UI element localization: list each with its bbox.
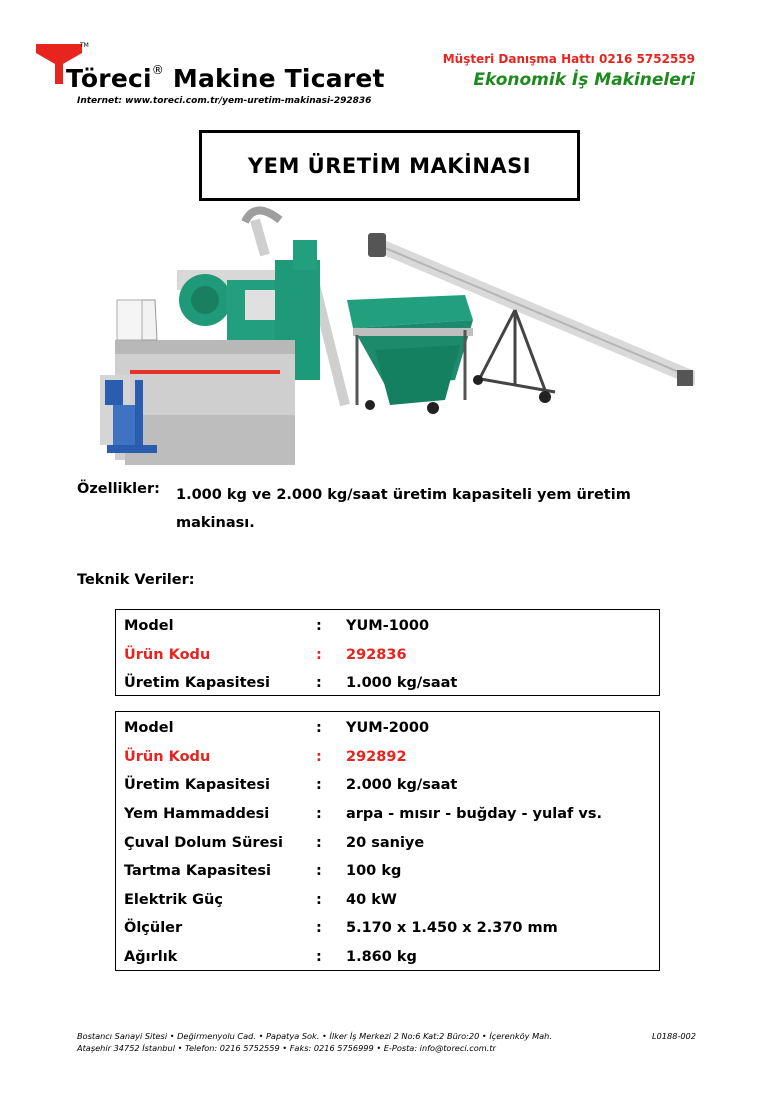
spec-row xyxy=(116,669,659,698)
spec-table-yum-1000 xyxy=(115,609,660,696)
spec-separator: : xyxy=(316,834,322,851)
spec-key: Ürün Kodu xyxy=(124,748,211,765)
spec-row xyxy=(116,714,659,743)
spec-row xyxy=(116,857,659,886)
spec-separator: : xyxy=(316,891,322,908)
spec-separator: : xyxy=(316,618,322,635)
company-slogan: Ekonomik İş Makineleri xyxy=(473,70,695,90)
feed-machine-image xyxy=(95,200,695,475)
spec-value: YUM-1000 xyxy=(346,618,430,635)
spec-key: Ağırlık xyxy=(124,949,178,966)
features-label: Özellikler: xyxy=(77,481,160,497)
title-box xyxy=(199,130,580,201)
footer-address-line-2: Ataşehir 34752 İstanbul • Telefon: 0216 5752559 • Faks: 0216 5756999 • E-Posta: info@toreci.com.tr xyxy=(77,1043,496,1053)
spec-row xyxy=(116,886,659,915)
spec-row xyxy=(116,612,659,641)
spec-key: Model xyxy=(124,720,174,737)
spec-value: arpa - mısır - buğday - yulaf vs. xyxy=(346,806,603,823)
spec-value: 292836 xyxy=(346,646,407,663)
brand-name-rest: Makine Ticaret xyxy=(163,64,385,93)
spec-row xyxy=(116,771,659,800)
spec-key: Model xyxy=(124,618,174,635)
spec-key: Üretim Kapasitesi xyxy=(124,777,270,794)
spec-row xyxy=(116,828,659,857)
features-text: 1.000 kg ve 2.000 kg/saat üretim kapasiteli yem üretim makinası. xyxy=(176,487,631,531)
spec-table-yum-2000 xyxy=(115,711,660,971)
spec-separator: : xyxy=(316,806,322,823)
spec-row xyxy=(116,914,659,943)
spec-row-product-code xyxy=(116,641,659,670)
spec-row xyxy=(116,943,659,972)
customer-hotline: Müşteri Danışma Hattı 0216 5752559 xyxy=(442,52,695,66)
document-code: L0188-002 xyxy=(652,1031,696,1041)
spec-separator: : xyxy=(316,920,322,937)
spec-value: YUM-2000 xyxy=(346,720,430,737)
spec-separator: : xyxy=(316,949,322,966)
brand-name-primary: Töreci xyxy=(66,64,152,93)
spec-separator: : xyxy=(316,675,322,692)
spec-row xyxy=(116,800,659,829)
spec-value: 2.000 kg/saat xyxy=(346,777,458,794)
spec-separator: : xyxy=(316,748,322,765)
technical-data-label: Teknik Veriler: xyxy=(77,572,195,588)
spec-separator: : xyxy=(316,863,322,880)
spec-key: Tartma Kapasitesi xyxy=(124,863,271,880)
spec-key: Çuval Dolum Süresi xyxy=(124,834,284,851)
spec-separator: : xyxy=(316,720,322,737)
spec-separator: : xyxy=(316,646,322,663)
spec-value: 292892 xyxy=(346,748,407,765)
website-url[interactable]: Internet: www.toreci.com.tr/yem-uretim-makinasi-292836 xyxy=(77,96,372,106)
spec-row-product-code xyxy=(116,743,659,772)
spec-key: Elektrik Güç xyxy=(124,891,223,908)
brand-name xyxy=(66,64,385,93)
spec-value: 1.000 kg/saat xyxy=(346,675,458,692)
registered-mark: ® xyxy=(151,62,164,77)
spec-value: 1.860 kg xyxy=(346,949,417,966)
spec-value: 5.170 x 1.450 x 2.370 mm xyxy=(346,920,558,937)
spec-key: Ürün Kodu xyxy=(124,646,211,663)
spec-value: 20 saniye xyxy=(346,834,425,851)
trademark-mark: TM xyxy=(80,42,89,49)
spec-separator: : xyxy=(316,777,322,794)
spec-value: 40 kW xyxy=(346,891,397,908)
spec-value: 100 kg xyxy=(346,863,402,880)
spec-key: Üretim Kapasitesi xyxy=(124,675,270,692)
footer-address-line-1: Bostancı Sanayi Sitesi • Değirmenyolu Cad. • Papatya Sok. • İlker İş Merkezi 2 No:6 Kat:2 Büro:20 • İçerenköy Mah. xyxy=(77,1031,552,1041)
page-title: YEM ÜRETİM MAKİNASI xyxy=(247,153,532,178)
spec-key: Yem Hammaddesi xyxy=(124,806,270,823)
spec-key: Ölçüler xyxy=(124,920,183,937)
